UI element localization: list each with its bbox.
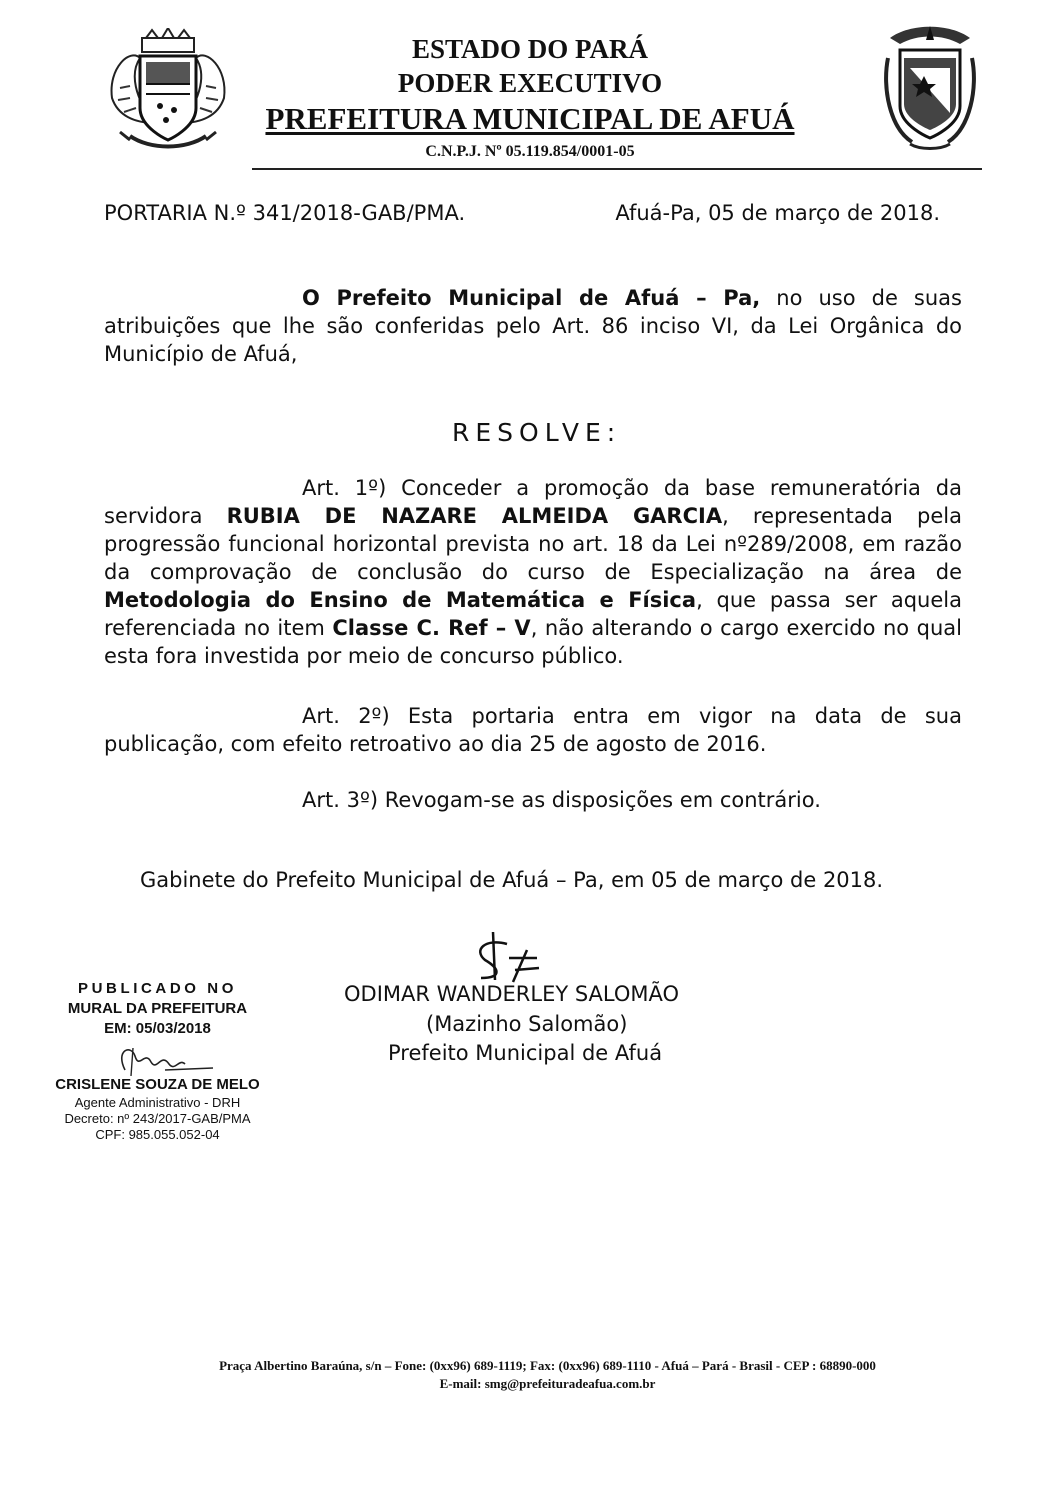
state-coat-of-arms-icon bbox=[100, 28, 236, 156]
header-state: ESTADO DO PARÁ bbox=[411, 34, 648, 64]
art1-mid2: , que passa ser aquela referenciada no item bbox=[104, 588, 962, 640]
mayor-role: Prefeito Municipal de Afuá bbox=[388, 1041, 663, 1065]
mayor-name: ODIMAR WANDERLEY SALOMÃO bbox=[344, 982, 680, 1006]
stamp-mural-label: MURAL DA PREFEITURA bbox=[67, 1000, 248, 1017]
portaria-reference-line bbox=[104, 201, 940, 225]
header-power: PODER EXECUTIVO bbox=[397, 68, 663, 98]
article-2-paragraph bbox=[104, 702, 962, 758]
stamp-agent-name: CRISLENE SOUZA DE MELO bbox=[55, 1076, 260, 1093]
art1-course: Metodologia do Ensino de Matemática e Física bbox=[104, 588, 697, 612]
header-divider bbox=[252, 168, 982, 170]
header-cnpj: C.N.P.J. Nº 05.119.854/0001-05 bbox=[425, 143, 635, 160]
art1-prefix: Art. 1º) Conceder a promoção da base remuneratória da servidora bbox=[104, 476, 962, 528]
stamp-date: EM: 05/03/2018 bbox=[104, 1020, 211, 1037]
stamp-published-label: PUBLICADO NO bbox=[77, 980, 238, 997]
preamble-lead: O Prefeito Municipal de Afuá – Pa, bbox=[302, 286, 761, 310]
art1-servant-name: RUBIA DE NAZARE ALMEIDA GARCIA bbox=[226, 504, 723, 528]
header-municipality: PREFEITURA MUNICIPAL DE AFUÁ bbox=[265, 101, 795, 136]
art3-text: Art. 3º) Revogam-se as disposições em contrário. bbox=[302, 788, 821, 812]
footer-email: E-mail: smg@prefeituradeafua.com.br bbox=[439, 1376, 656, 1391]
art1-class: Classe C. Ref – V bbox=[332, 616, 531, 640]
portaria-place-date: Afuá-Pa, 05 de março de 2018. bbox=[615, 201, 940, 225]
footer-address: Praça Albertino Baraúna, s/n – Fone: (0xx96) 689-1119; Fax: (0xx96) 689-1110 - Afuá – Pará - Brasil - CEP : 68890-000 bbox=[219, 1358, 876, 1373]
portaria-number: PORTARIA N.º 341/2018-GAB/PMA. bbox=[104, 201, 466, 225]
closing-line: Gabinete do Prefeito Municipal de Afuá – Pa, em 05 de março de 2018. bbox=[140, 868, 884, 892]
art2-text: Art. 2º) Esta portaria entra em vigor na data de sua publicação, com efeito retroativo ao dia 25 de agosto de 2016. bbox=[104, 704, 962, 756]
art1-mid1: , representada pela progressão funcional horizontal prevista no art. 18 da Lei nº289/2008, em razão da comprovação de conclusão do curso de Especialização na área de bbox=[104, 504, 962, 584]
preamble-text: no uso de suas atribuições que lhe são conferidas pelo Art. 86 inciso VI, da Lei Orgânica do Município de Afuá, bbox=[104, 286, 962, 366]
mayor-nickname: (Mazinho Salomão) bbox=[426, 1012, 628, 1036]
stamp-decree: Decreto: nº 243/2017-GAB/PMA bbox=[64, 1111, 251, 1126]
art1-end: , não alterando o cargo exercido no qual esta fora investida por meio de concurso público. bbox=[104, 616, 962, 668]
mayor-handwritten-signature bbox=[455, 928, 545, 988]
stamp-handwritten-signature bbox=[105, 1040, 215, 1080]
preamble-paragraph bbox=[104, 284, 962, 368]
article-3-paragraph bbox=[104, 786, 962, 814]
stamp-agent-role: Agente Administrativo - DRH bbox=[74, 1095, 241, 1110]
stamp-cpf: CPF: 985.055.052-04 bbox=[95, 1127, 220, 1142]
resolve-heading: RESOLVE: bbox=[452, 418, 622, 447]
municipal-coat-of-arms-icon bbox=[880, 18, 980, 153]
article-1-paragraph bbox=[104, 474, 962, 670]
